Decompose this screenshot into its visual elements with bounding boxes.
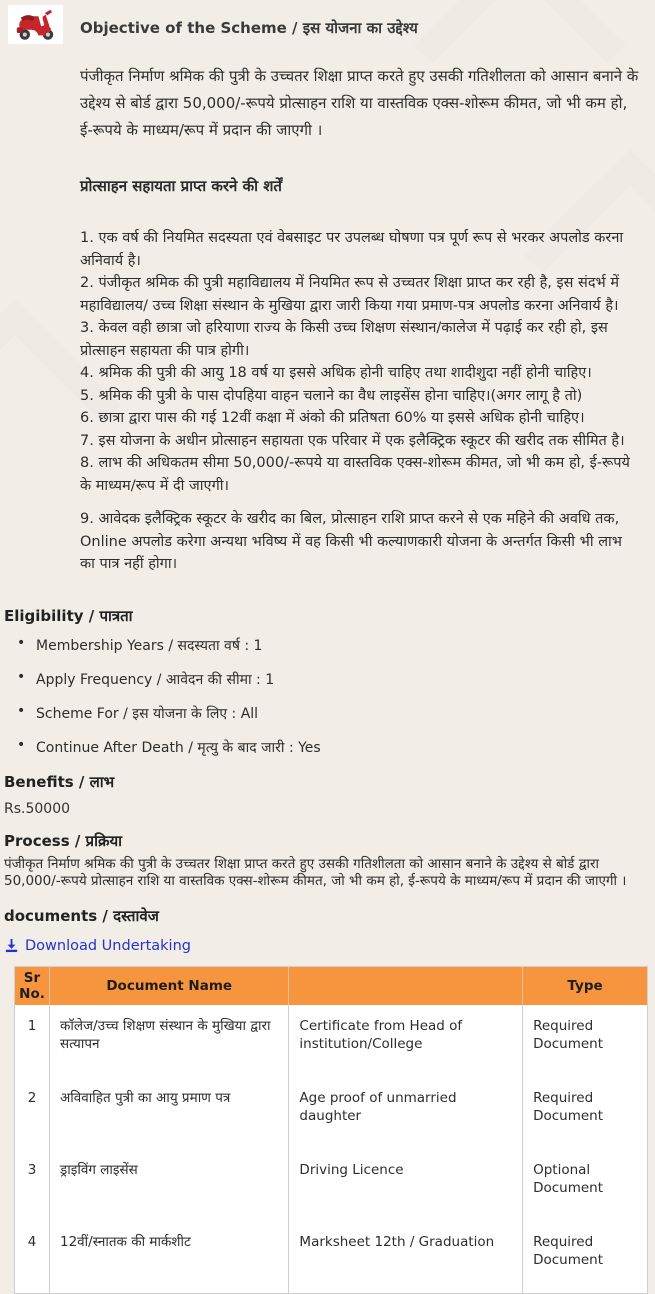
eligibility-item: • Scheme For / इस योजना के लिए : All <box>17 704 649 723</box>
doc-name-hindi: कॉलेज/उच्च शिक्षण संस्थान के मुखिया द्वारा सत्यापन <box>49 1005 288 1077</box>
doc-name-hindi: ड्राइविंग लाइसेंस <box>49 1149 288 1221</box>
doc-name-hindi: अविवाहित पुत्री का आयु प्रमाण पत्र <box>49 1077 288 1149</box>
download-undertaking-link[interactable] <box>4 938 191 954</box>
table-row <box>15 1077 648 1149</box>
doc-sr-no: 2 <box>15 1077 50 1149</box>
doc-name-english: Driving Licence <box>289 1149 523 1221</box>
process-heading: Process / प्रक्रिया <box>4 831 649 851</box>
scheme-content <box>80 18 641 576</box>
scooter-image <box>8 5 63 44</box>
doc-name-english: Certificate from Head of institution/College <box>289 1005 523 1077</box>
eligibility-heading: Eligibility / पात्रता <box>4 606 649 626</box>
doc-type: Required Document <box>523 1005 648 1077</box>
download-icon <box>4 938 19 953</box>
download-link-label: Download Undertaking <box>25 938 191 954</box>
header-sr-no: Sr No. <box>15 967 50 1006</box>
condition-item: 9. आवेदक इलैक्ट्रिक स्कूटर के खरीद का बिल, प्रोत्साहन राशि प्राप्त करने से एक महिने की अवधि तक, Online अपलोड करेगा अन्यथा भविष्य में वह किसी भी कल्याणकारी योजना के अन्तर्गत किसी भी लाभ का पात्र नहीं होगा। <box>80 508 641 576</box>
eligibility-item: • Continue After Death / मृत्यु के बाद जारी : Yes <box>17 738 649 757</box>
condition-item: 4. श्रमिक की पुत्री की आयु 18 वर्ष या इससे अधिक होनी चाहिए तथा शादीशुदा नहीं होनी चाहिए। <box>80 362 641 385</box>
benefits-heading: Benefits / लाभ <box>4 772 649 792</box>
condition-item: 5. श्रमिक की पुत्री के पास दोपहिया वाहन चलाने का वैध लाइसेंस होना चाहिए।(अगर लागू है तो) <box>80 385 641 408</box>
doc-type: Required Document <box>523 1221 648 1294</box>
doc-name-english: Marksheet 12th / Graduation <box>289 1221 523 1294</box>
objective-heading: Objective of the Scheme / इस योजना का उद्देश्य <box>80 18 641 38</box>
header-empty <box>289 967 523 1006</box>
objective-text: पंजीकृत निर्माण श्रमिक की पुत्री के उच्चतर शिक्षा प्राप्त करते हुए उसकी गतिशीलता को आसान बनाने के उद्देश्य से बोर्ड द्वारा 50,000/-रूपये प्रोत्साहन राशि या वास्तविक एक्स-शोरूम कीमत, जो भी कम हो, ई-रूपये के माध्यम/रूप में प्रदान की जाएगी । <box>80 63 641 144</box>
header-document-name: Document Name <box>49 967 288 1006</box>
doc-name-hindi: 12वीं/स्नातक की मार्कशीट <box>49 1221 288 1294</box>
documents-table-header <box>15 967 648 1006</box>
documents-table-body <box>15 1005 648 1294</box>
eligibility-list <box>4 636 649 757</box>
table-row <box>15 1005 648 1077</box>
table-row <box>15 1221 648 1294</box>
header-type: Type <box>523 967 648 1006</box>
doc-sr-no: 4 <box>15 1221 50 1294</box>
benefits-amount: Rs.50000 <box>4 801 649 817</box>
conditions-list <box>80 227 641 576</box>
scheme-objective-section <box>0 0 655 576</box>
condition-item: 6. छात्रा द्वारा पास की गई 12वीं कक्षा में अंको की प्रतिषता 60% या इससे अधिक होनी चाहिए। <box>80 407 641 430</box>
condition-item: 7. इस योजना के अधीन प्रोत्साहन सहायता एक परिवार में एक इलैक्ट्रिक स्कूटर की खरीद तक सीमित है। <box>80 430 641 453</box>
doc-type: Required Document <box>523 1077 648 1149</box>
table-row <box>15 1149 648 1221</box>
conditions-heading: प्रोत्साहन सहायता प्राप्त करने की शर्तें <box>80 176 641 196</box>
scooter-icon <box>12 8 60 42</box>
condition-item: 3. केवल वही छात्रा जो हरियाणा राज्य के किसी उच्च शिक्षण संस्थान/कालेज में पढ़ाई कर रही हो, इस प्रोत्साहन सहायता की पात्र होगी। <box>80 317 641 362</box>
doc-name-english: Age proof of unmarried daughter <box>289 1077 523 1149</box>
condition-item: 8. लाभ की अधिकतम सीमा 50,000/-रूपये या वास्तविक एक्स-शोरूम कीमत, जो भी कम हो, ई-रूपये के माध्यम/रूप में दी जाएगी। <box>80 452 641 497</box>
documents-table <box>14 966 648 1294</box>
eligibility-item: • Membership Years / सदस्यता वर्ष : 1 <box>17 636 649 655</box>
condition-item: 1. एक वर्ष की नियमित सदस्यता एवं वेबसाइट पर उपलब्ध घोषणा पत्र पूर्ण रूप से भरकर अपलोड करना अनिवार्य है। <box>80 227 641 272</box>
doc-type: Optional Document <box>523 1149 648 1221</box>
doc-sr-no: 3 <box>15 1149 50 1221</box>
condition-item: 2. पंजीकृत श्रमिक की पुत्री महाविद्यालय में नियमित रूप से उच्चतर शिक्षा प्राप्त कर रही है, इस संदर्भ में महाविद्यालय/ उच्च शिक्षा संस्थान के मुखिया द्वारा जारी किया गया प्रमाण-पत्र अपलोड करना अनिवार्य है। <box>80 272 641 317</box>
documents-heading: documents / दस्तावेज <box>4 906 649 926</box>
scheme-info-section <box>0 606 655 1294</box>
process-text: पंजीकृत निर्माण श्रमिक की पुत्री के उच्चतर शिक्षा प्राप्त करते हुए उसकी गतिशीलता को आसान बनाने के उद्देश्य से बोर्ड द्वारा 50,000/-रूपये प्रोत्साहन राशि या वास्तविक एक्स-शोरूम कीमत, जो भी कम हो, ई-रूपये के माध्यम/रूप में प्रदान की जाएगी । <box>4 856 649 891</box>
eligibility-item: • Apply Frequency / आवेदन की सीमा : 1 <box>17 670 649 689</box>
doc-sr-no: 1 <box>15 1005 50 1077</box>
